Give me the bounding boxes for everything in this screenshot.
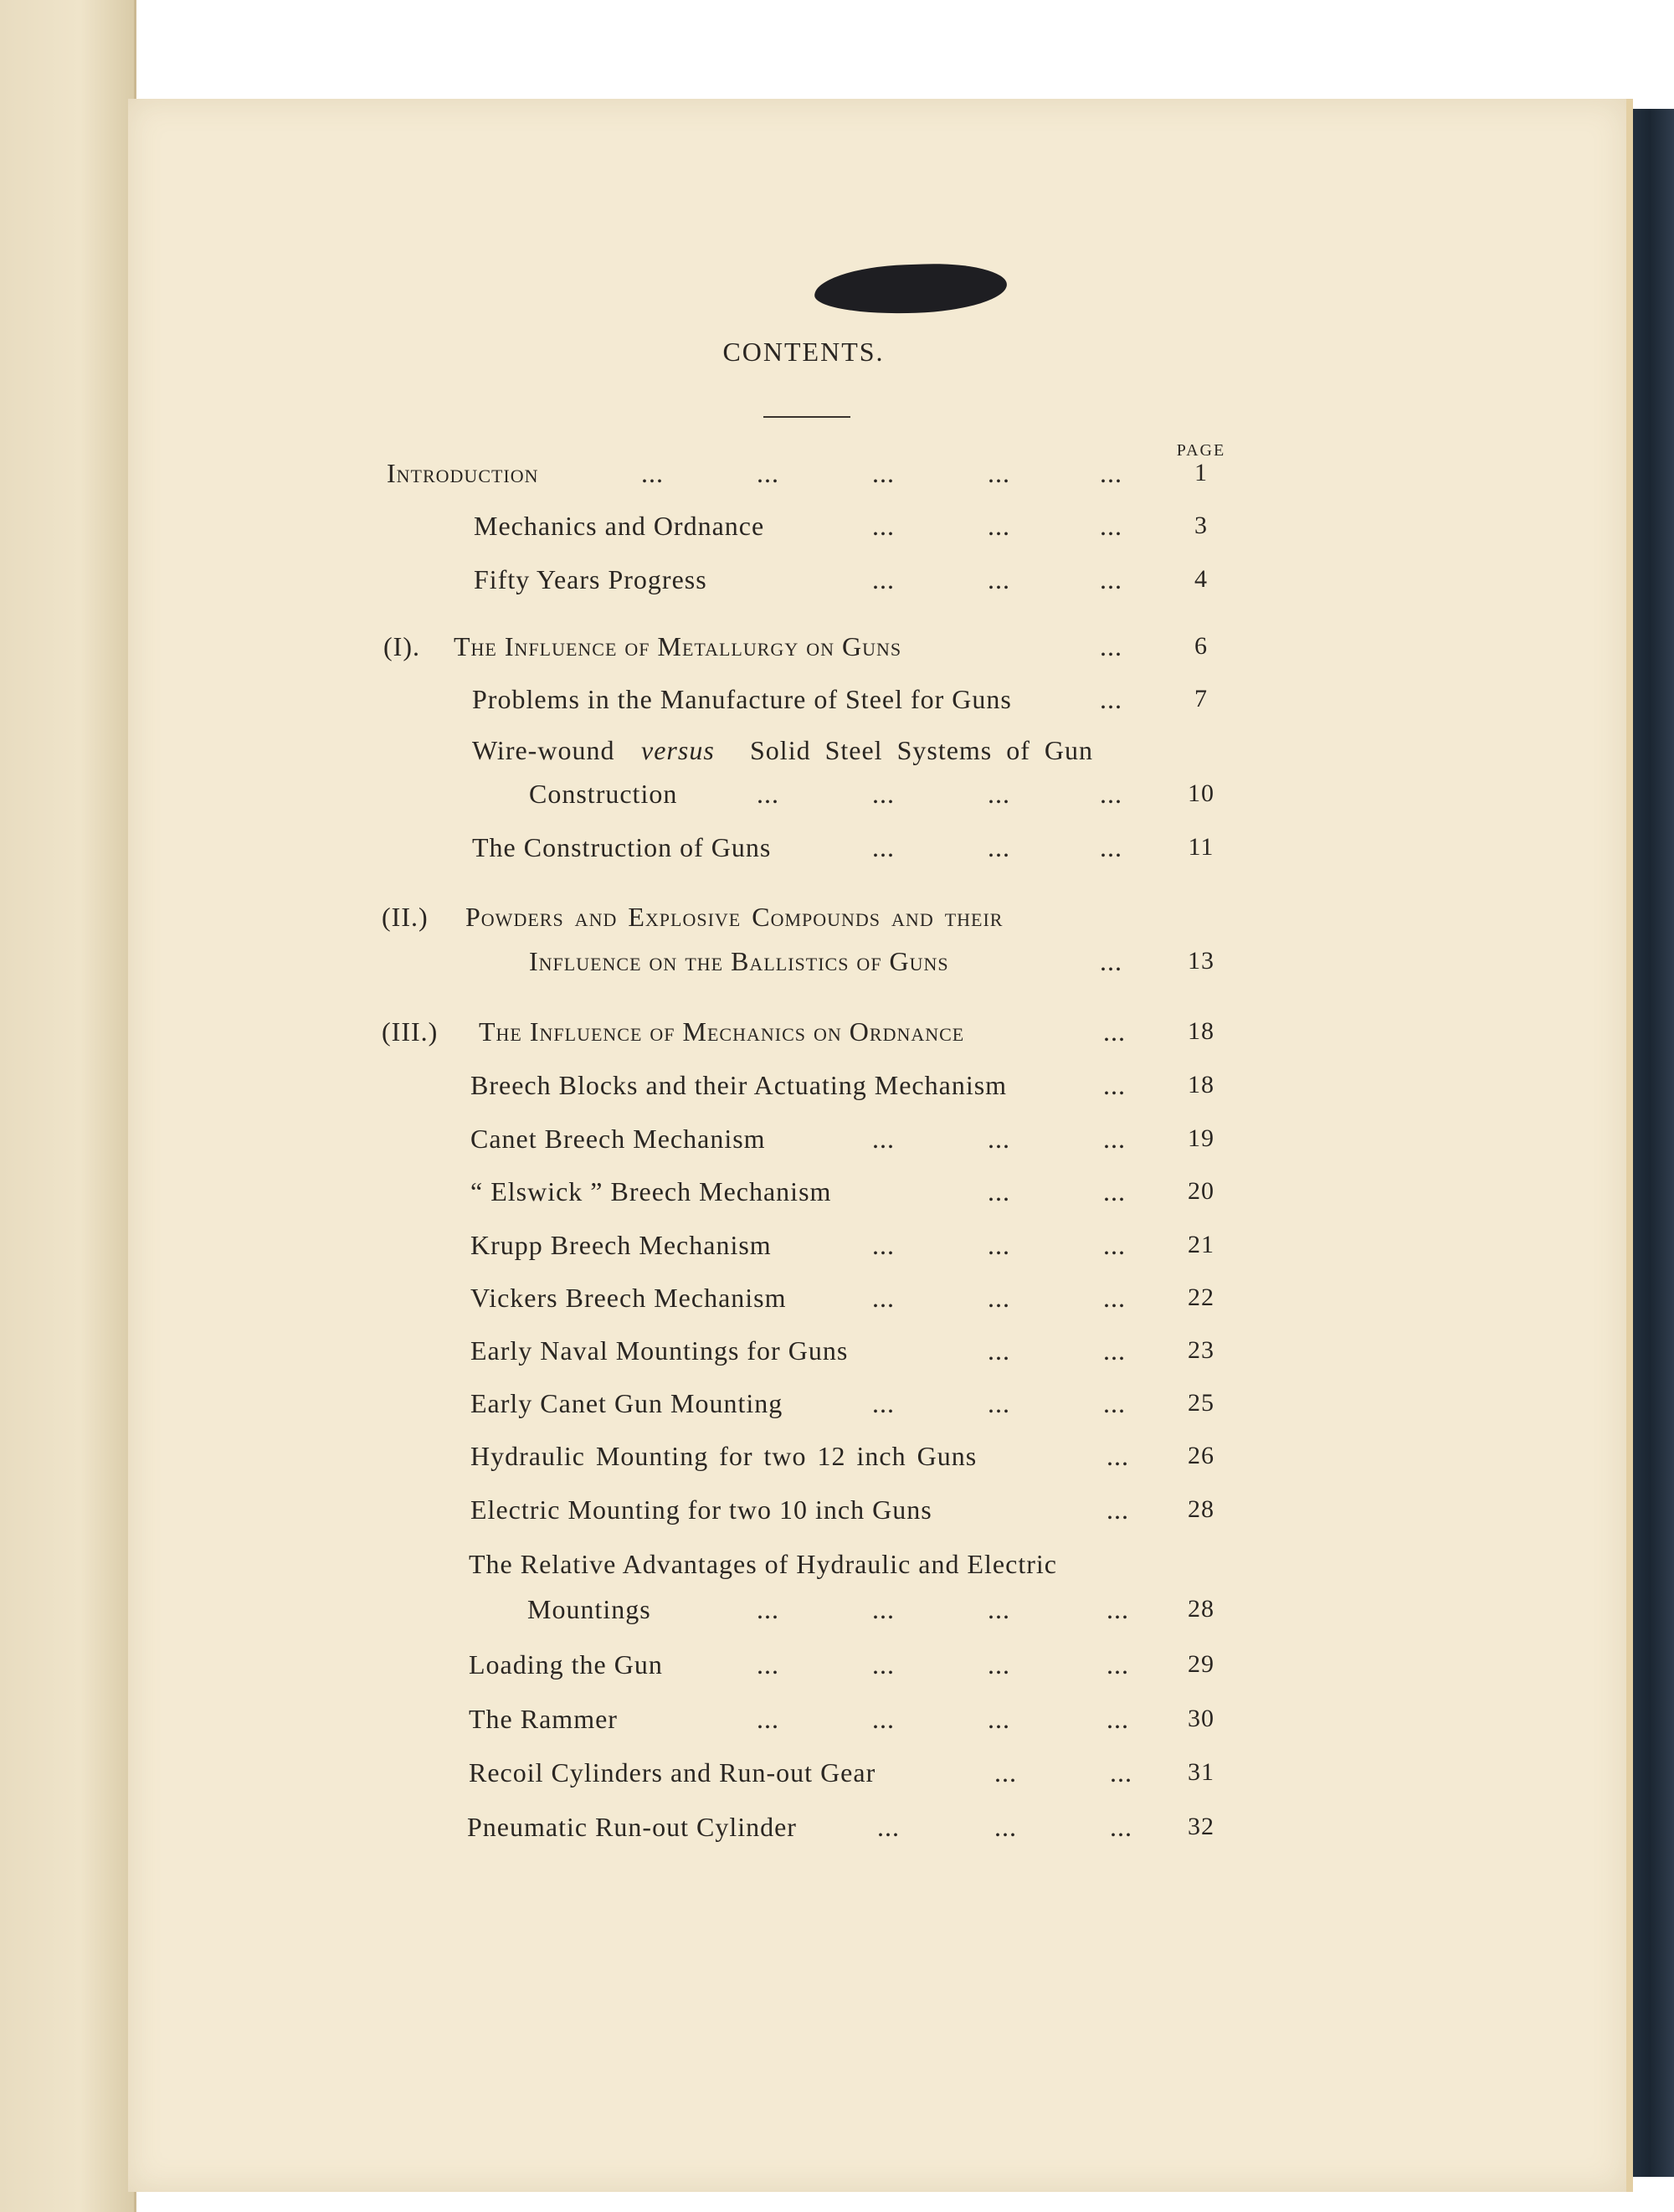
page-number: 20 bbox=[1188, 1177, 1214, 1205]
toc-entry[interactable]: Problems in the Manufacture of Steel for Guns ... 7 bbox=[0, 682, 1607, 728]
toc-entry[interactable]: Mountings ... ... ... ... 28 bbox=[0, 1592, 1607, 1638]
toc-entry[interactable]: Electric Mounting for two 10 inch Guns ... 28 bbox=[0, 1493, 1607, 1538]
toc-entry[interactable]: “ Elswick ” Breech Mechanism ... ... 20 bbox=[0, 1175, 1607, 1220]
toc-entry[interactable]: Pneumatic Run-out Cylinder ... ... ... 32 bbox=[0, 1810, 1607, 1855]
page-number: 18 bbox=[1188, 1017, 1214, 1045]
page-number: 13 bbox=[1188, 947, 1214, 975]
title-rule bbox=[763, 416, 850, 418]
toc-entry[interactable]: Hydraulic Mounting for two 12 inch Guns ... 26 bbox=[0, 1439, 1607, 1484]
toc-entry[interactable]: Mechanics and Ordnance ... ... ... 3 bbox=[0, 509, 1607, 554]
toc-entry[interactable]: Influence on the Ballistics of Guns ... 13 bbox=[0, 944, 1607, 990]
toc-entry[interactable]: Recoil Cylinders and Run-out Gear ... ... 31 bbox=[0, 1756, 1607, 1801]
toc-entry[interactable]: Early Canet Gun Mounting ... ... ... 25 bbox=[0, 1386, 1607, 1432]
page-number: 21 bbox=[1188, 1231, 1214, 1258]
page-number: 28 bbox=[1188, 1595, 1214, 1623]
page-number: 26 bbox=[1188, 1442, 1214, 1469]
toc-entry[interactable]: The Rammer ... ... ... ... 30 bbox=[0, 1702, 1607, 1747]
page-number: 6 bbox=[1194, 632, 1208, 660]
ink-blot bbox=[814, 261, 1008, 316]
page-number: 28 bbox=[1188, 1495, 1214, 1523]
page-number: 3 bbox=[1194, 512, 1208, 539]
page-number: 29 bbox=[1188, 1650, 1214, 1678]
page-number: 23 bbox=[1188, 1336, 1214, 1364]
toc-entry[interactable]: Early Naval Mountings for Guns ... ... 23 bbox=[0, 1334, 1607, 1379]
toc-entry[interactable]: Fifty Years Progress ... ... ... 4 bbox=[0, 563, 1607, 608]
toc-entry[interactable]: Breech Blocks and their Actuating Mechanism ... 18 bbox=[0, 1068, 1607, 1114]
page-column-heading: PAGE bbox=[1176, 441, 1226, 460]
page-number: 30 bbox=[1188, 1705, 1214, 1732]
page-title: CONTENTS. bbox=[722, 337, 885, 367]
toc-entry[interactable]: Krupp Breech Mechanism ... ... ... 21 bbox=[0, 1228, 1607, 1273]
page-number: 18 bbox=[1188, 1071, 1214, 1098]
toc-entry-introduction[interactable]: Introduction ... ... ... ... ... 1 bbox=[0, 456, 1607, 502]
toc-section-1[interactable]: (I). The Influence of Metallurgy on Guns ... 6 bbox=[0, 630, 1607, 675]
page-number: 10 bbox=[1188, 779, 1214, 807]
toc-entry[interactable]: Vickers Breech Mechanism ... ... ... 22 bbox=[0, 1281, 1607, 1326]
toc-section-2[interactable]: (II.) Powders and Explosive Compounds and their bbox=[382, 902, 1004, 932]
toc-section-3[interactable]: (III.) The Influence of Mechanics on Ordnance ... 18 bbox=[0, 1015, 1607, 1060]
toc-entry[interactable]: The Relative Advantages of Hydraulic and Electric bbox=[469, 1549, 1057, 1579]
page-number: 4 bbox=[1194, 565, 1208, 593]
toc-entry[interactable]: Canet Breech Mechanism ... ... ... 19 bbox=[0, 1122, 1607, 1167]
page-number: 7 bbox=[1194, 685, 1208, 712]
toc-entry[interactable]: Wire-wound versus Solid Steel Systems of Gun bbox=[472, 735, 1094, 765]
page-number: 22 bbox=[1188, 1283, 1214, 1311]
toc-entry[interactable]: Loading the Gun ... ... ... ... 29 bbox=[0, 1648, 1607, 1693]
page-number: 31 bbox=[1188, 1758, 1214, 1786]
page-number: 1 bbox=[1194, 459, 1208, 486]
page-number: 19 bbox=[1188, 1124, 1214, 1152]
page-number: 32 bbox=[1188, 1813, 1214, 1840]
page-number: 25 bbox=[1188, 1389, 1214, 1417]
toc-entry[interactable]: Construction ... ... ... ... 10 bbox=[0, 777, 1607, 822]
page-number: 11 bbox=[1188, 833, 1214, 861]
toc-entry[interactable]: The Construction of Guns ... ... ... 11 bbox=[0, 831, 1607, 876]
